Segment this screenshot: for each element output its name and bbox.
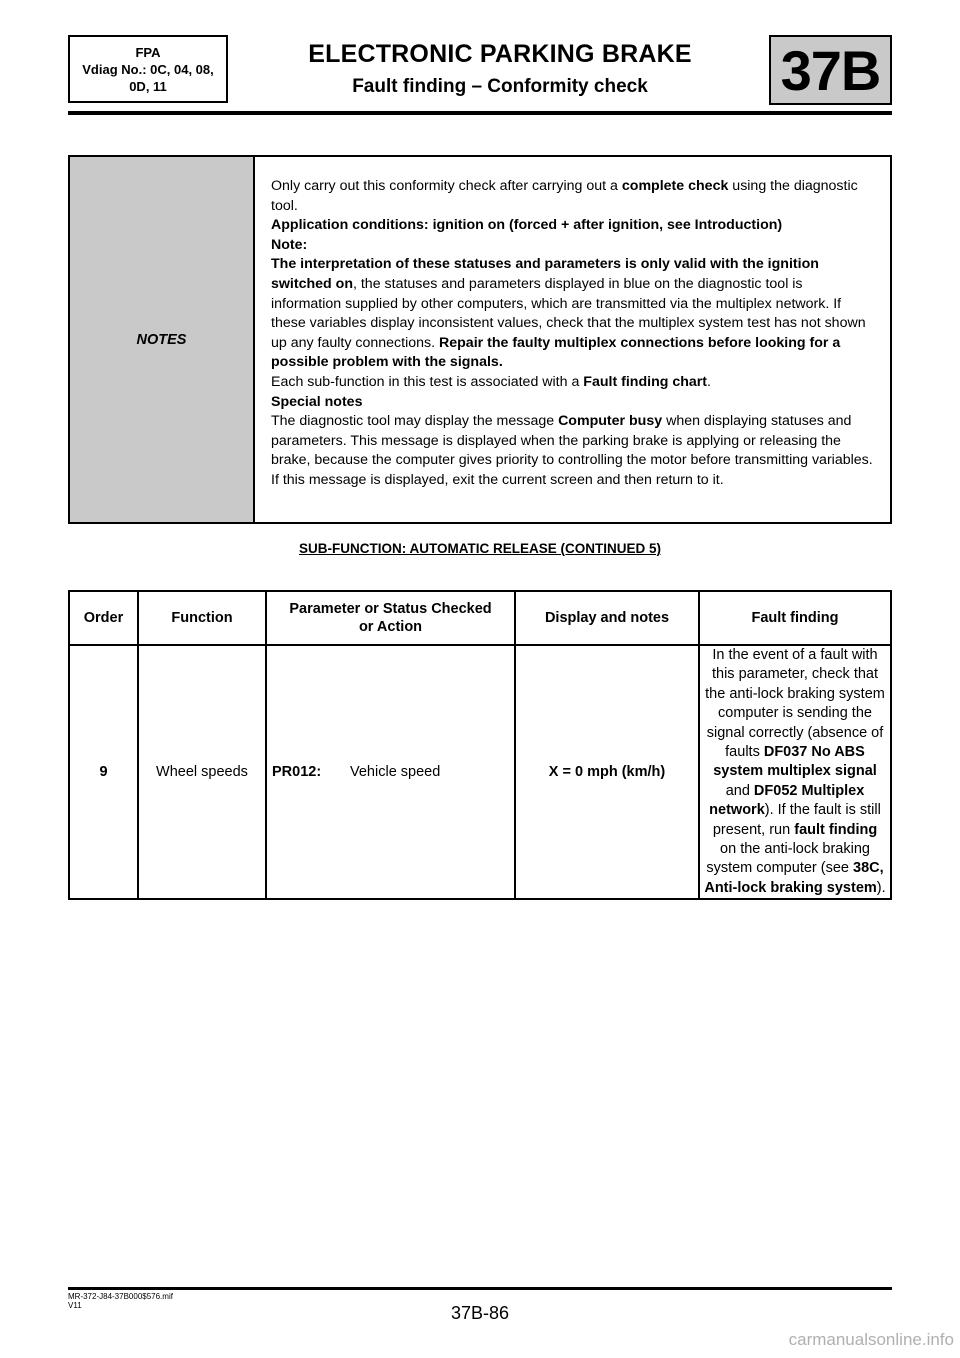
notes-text: , the statuses and parameters displayed in blue on the diagnostic tool is information supplied by other computers, which are transmitted via the multiplex network. If these variables display inconsistent values, check that the multiplex system test has not shown up any faulty connections.	[271, 275, 866, 351]
fault-text: on the anti-lock braking system computer (see	[706, 841, 870, 877]
fault-text: In the event of a fault with this parameter, check that the anti-lock braking system computer is sending the signal correctly (absence of faults	[705, 647, 885, 761]
parameter-code: PR012:	[272, 764, 322, 781]
notes-paragraph-subfunction	[271, 373, 876, 393]
fault-text-bold: fault finding	[794, 821, 878, 838]
cell-display: X = 0 mph (km/h)	[515, 645, 699, 899]
vdiag-line-3: 0D, 11	[129, 78, 167, 94]
cell-fault-finding	[699, 645, 891, 899]
subfunction-title: SUB-FUNCTION: AUTOMATIC RELEASE (CONTINUED 5)	[299, 541, 661, 556]
table-header-row	[69, 591, 891, 645]
notes-text-bold: Repair the faulty multiplex connections before looking for a possible problem with the signals.	[271, 334, 841, 371]
header-function: Function	[138, 591, 266, 645]
page-number: 37B-86	[450, 1303, 510, 1323]
notes-special-heading: Special notes	[271, 393, 363, 410]
notes-text: The diagnostic tool may display the message	[271, 413, 559, 430]
fault-text: ).	[876, 879, 886, 896]
notes-text-bold: Computer busy	[558, 413, 663, 430]
notes-application-conditions: Application conditions: ignition on (forced + after ignition, see Introduction)	[271, 217, 783, 234]
header-fault-finding: Fault finding	[699, 591, 891, 645]
notes-text: Only carry out this conformity check after carrying out a	[271, 178, 622, 194]
notes-paragraph-special	[271, 412, 876, 490]
cell-order: 9	[69, 645, 138, 899]
notes-text: when displaying statuses and parameters. This message is displayed when the parking brake is applying or releasing the brake, because the computer gives priority to controlling the motor before transmitting variables. If this message is displayed, exit the current screen and then return to it.	[271, 413, 873, 488]
fault-text-bold: 38C, Anti-lock braking system	[704, 860, 884, 896]
header-divider	[68, 111, 892, 115]
notes-paragraph-interpretation	[271, 255, 876, 373]
vdiag-line-2: Vdiag No.: 0C, 04, 08,	[82, 61, 214, 77]
table-row	[69, 645, 891, 899]
document-reference-file: MR-372-J84-37B000$576.mif	[68, 1292, 173, 1301]
notes-text-bold: Fault finding chart	[583, 373, 708, 390]
notes-content	[255, 157, 890, 522]
vdiag-line-1: FPA	[135, 44, 161, 60]
parameter-name: Vehicle speed	[350, 764, 441, 781]
document-reference-version: V11	[68, 1301, 82, 1310]
header-parameter: Parameter or Status Checked or Action	[266, 591, 515, 645]
fault-text: and	[725, 782, 754, 799]
notes-text: using the diagnostic tool.	[271, 178, 858, 214]
page-subtitle: Fault finding – Conformity check	[352, 76, 648, 97]
vdiag-box	[68, 35, 228, 103]
page-title: ELECTRONIC PARKING BRAKE	[308, 40, 692, 68]
header-display: Display and notes	[515, 591, 699, 645]
notes-text: Each sub-function in this test is associated with a	[271, 373, 584, 390]
notes-note-heading: Note:	[271, 236, 308, 253]
notes-text-bold: The interpretation of these statuses and parameters is only valid with the ignition switched on	[271, 256, 819, 292]
watermark: carmanualsonline.info	[788, 1330, 954, 1349]
notes-text: .	[707, 373, 711, 390]
fault-text: ). If the fault is still present, run	[712, 802, 881, 838]
conformity-table	[68, 590, 892, 900]
section-code-badge: 37B	[769, 35, 892, 105]
notes-text-bold: complete check	[621, 178, 729, 194]
fault-text-bold: DF037 No ABS system multiplex signal	[713, 744, 877, 780]
notes-box	[68, 155, 892, 524]
notes-paragraph-intro	[271, 177, 876, 216]
cell-function: Wheel speeds	[138, 645, 266, 899]
footer-divider	[68, 1287, 892, 1290]
header-order: Order	[69, 591, 138, 645]
cell-parameter	[266, 645, 515, 899]
fault-text-bold: DF052 Multiplex network	[709, 782, 865, 819]
notes-label: NOTES	[70, 157, 255, 522]
